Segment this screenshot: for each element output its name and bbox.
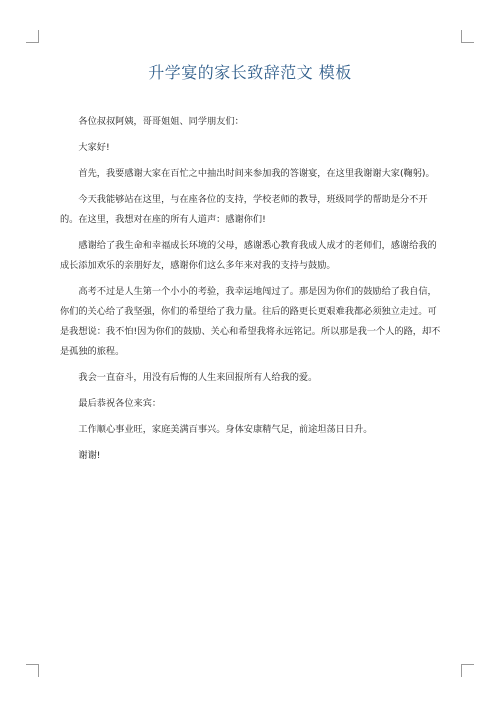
document-title: 升学宴的家长致辞范文 模板	[148, 63, 352, 82]
crop-mark-bottom-right	[461, 664, 474, 677]
paragraph-support: 今天我能够站在这里，与在座各位的支持，学校老师的教导，班级同学的帮助是分不开的。在这里，我想对在座的所有人道声：感谢你们!	[60, 194, 428, 225]
paragraph-greeting: 各位叔叔阿姨，哥哥姐姐、同学朋友们：	[78, 116, 244, 127]
crop-mark-top-left	[26, 30, 39, 43]
paragraph-exam: 高考不过是人生第一个小小的考验，我幸运地闯过了。那是因为你们的鼓励给了我自信，你们的关心给了我坚强，你们的希望给了我力量。往后的路更长更艰难我都必须独立走过。可是我想说：我不怕!因为你们的鼓励、关心和希望我将永远铭记。所以那是我一个人的路，却不是孤独的旅程。	[60, 286, 441, 357]
crop-mark-bottom-left	[26, 664, 39, 677]
paragraph-wishes: 工作顺心事业旺，家庭美满百事兴。身体安康精气足，前途坦荡日日升。	[78, 424, 373, 435]
paragraph-hello: 大家好!	[78, 142, 110, 153]
paragraph-gratitude: 感谢给了我生命和幸福成长环境的父母，感谢悉心教育我成人成才的老师们，感谢给我的成长添加欢乐的亲朋好友，感谢你们这么多年来对我的支持与鼓励。	[60, 240, 437, 271]
paragraph-thanks-attendance: 首先，我要感谢大家在百忙之中抽出时间来参加我的答谢宴，在这里我谢谢大家(鞠躬)。	[78, 168, 435, 179]
crop-mark-top-right	[461, 30, 474, 43]
paragraph-closing: 谢谢!	[78, 450, 101, 461]
document-body	[60, 112, 444, 472]
paragraph-wishes-intro: 最后恭祝各位来宾：	[78, 398, 162, 409]
paragraph-strive: 我会一直奋斗，用没有后悔的人生来回报所有人给我的爱。	[78, 372, 318, 383]
